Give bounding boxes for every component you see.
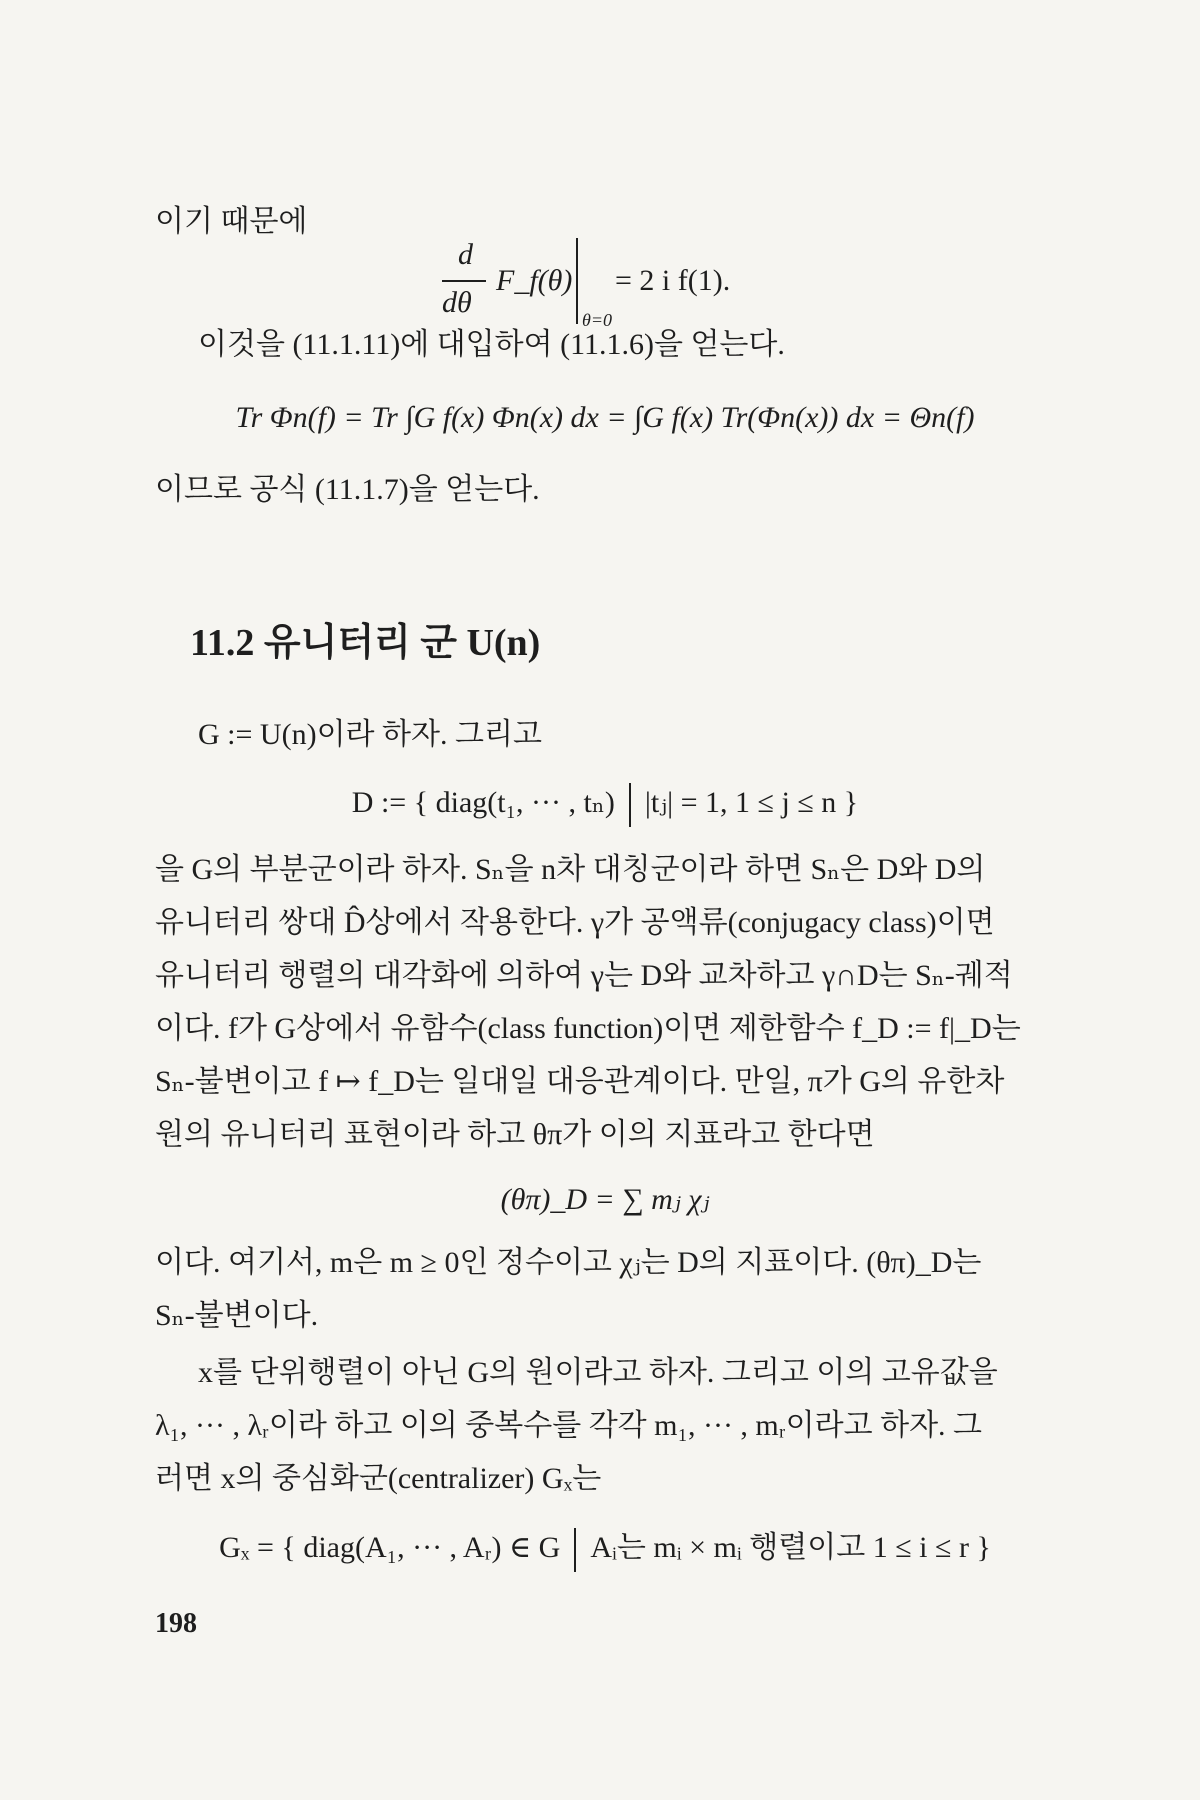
set-right: Aᵢ는 mᵢ × mᵢ 행렬이고 1 ≤ i ≤ r } <box>590 1531 991 1564</box>
fraction-denominator: dθ <box>442 286 472 319</box>
trace-equation: Tr Φn(f) = Tr ∫G f(x) Φn(x) dx = ∫G f(x) Tr(Φn(x)) dx = Θn(f) <box>235 401 975 434</box>
paragraph-line: Sₙ-불변이고 f ↦ f_D는 일대일 대응관계이다. 만일, π가 G의 유한차 <box>155 1065 1005 1098</box>
function-term: F_f(θ) <box>496 264 573 297</box>
equation-rhs: = 2 i f(1). <box>615 264 731 297</box>
text-line: 이것을 (11.1.11)에 대입하여 (11.1.6)을 얻는다. <box>198 328 785 361</box>
set-definition-D <box>155 783 1055 827</box>
evaluation-subscript: θ=0 <box>582 310 612 330</box>
paragraph-line: 이다. f가 G상에서 유함수(class function)이면 제한함수 f_D := f|_D는 <box>155 1012 1021 1045</box>
paragraph-line: 이다. 여기서, m은 m ≥ 0인 정수이고 χⱼ는 D의 지표이다. (θπ)_D는 <box>155 1246 982 1279</box>
set-left: Gₓ = { diag(A₁, ··· , Aᵣ) ∈ G <box>219 1531 561 1564</box>
paragraph-line: 러면 x의 중심화군(centralizer) Gₓ는 <box>155 1462 602 1495</box>
paragraph-line: x를 단위행렬이 아닌 G의 원이라고 하자. 그리고 이의 고유값을 <box>198 1356 998 1389</box>
text-line: 이기 때문에 <box>155 205 308 238</box>
text-line: G := U(n)이라 하자. 그리고 <box>198 718 542 751</box>
fraction-bar <box>442 280 486 282</box>
page-number: 198 <box>155 1608 197 1639</box>
paragraph-line: λ₁, ··· , λᵣ이라 하고 이의 중복수를 각각 m₁, ··· , mᵣ이라고 하자. 그 <box>155 1409 983 1442</box>
set-left: D := { diag(t₁, ··· , tₙ) <box>351 786 615 819</box>
set-bar <box>629 783 631 827</box>
centralizer-set <box>155 1528 1055 1572</box>
text-line: 이므로 공식 (11.1.7)을 얻는다. <box>155 473 540 506</box>
set-bar <box>574 1528 576 1572</box>
paragraph-line: 원의 유니터리 표현이라 하고 θπ가 이의 지표라고 한다면 <box>155 1118 875 1151</box>
fraction-numerator: d <box>458 238 473 271</box>
paragraph-line: 유니터리 행렬의 대각화에 의하여 γ는 D와 교차하고 γ∩D는 Sₙ-궤적 <box>155 959 1013 992</box>
character-sum-equation: (θπ)_D = ∑ mⱼ χⱼ <box>500 1183 710 1216</box>
evaluation-bar <box>576 238 578 324</box>
section-heading: 11.2 유니터리 군 U(n) <box>190 622 541 664</box>
paragraph-line: 을 G의 부분군이라 하자. Sₙ을 n차 대칭군이라 하면 Sₙ은 D와 D의 <box>155 853 986 886</box>
paragraph-line: 유니터리 쌍대 D̂상에서 작용한다. γ가 공액류(conjugacy class)이면 <box>155 906 995 939</box>
set-right: |tⱼ| = 1, 1 ≤ j ≤ n } <box>644 786 859 819</box>
paragraph-line: Sₙ-불변이다. <box>155 1299 319 1332</box>
